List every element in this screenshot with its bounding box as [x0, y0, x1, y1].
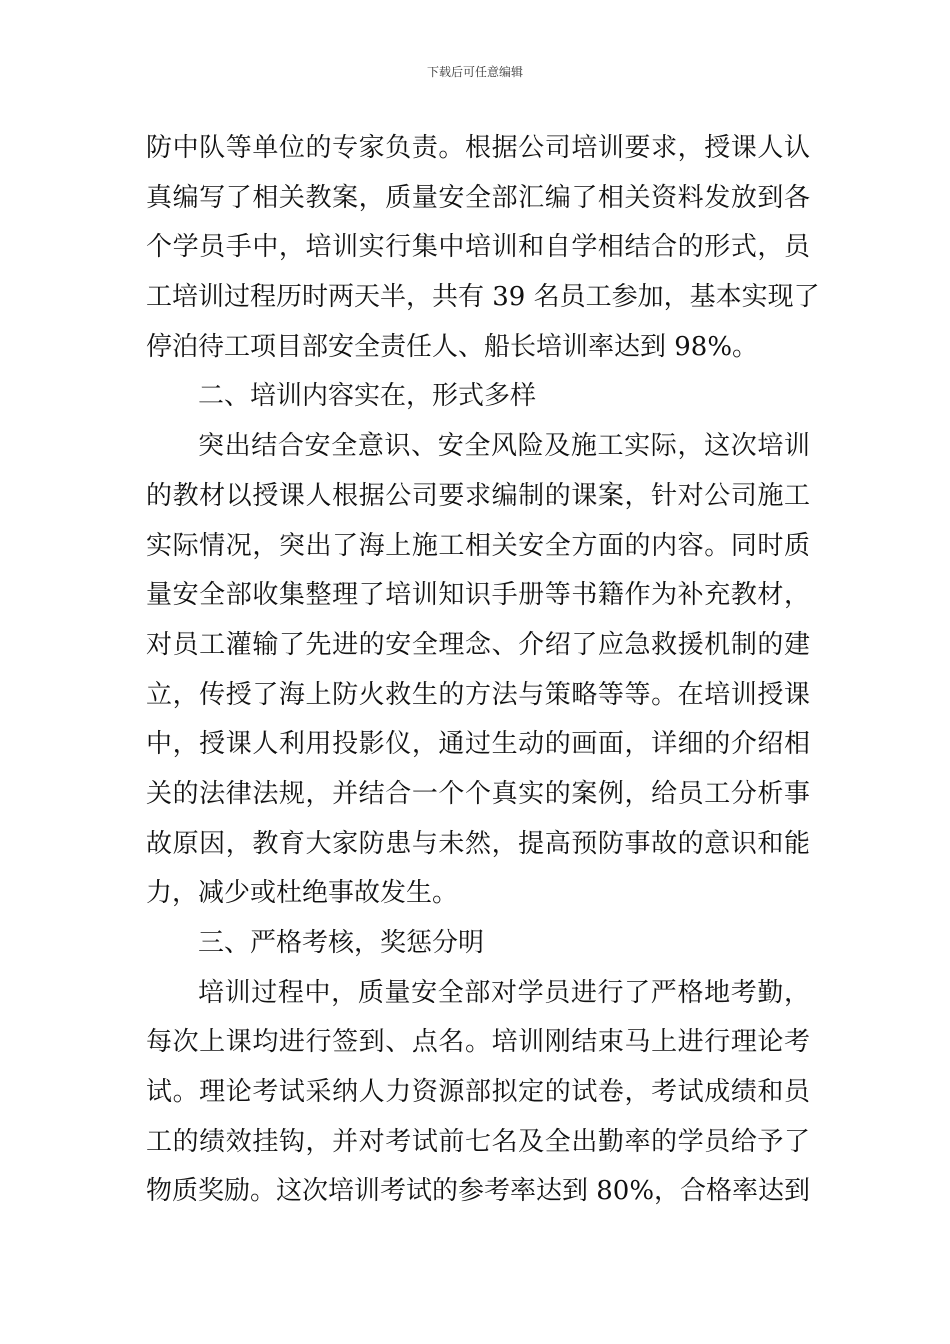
page-header: 下载后可任意编辑: [426, 65, 523, 79]
text-line: 防中队等单位的专家负责。根据公司培训要求，授课人认: [146, 133, 810, 163]
text-line: 培训过程中，质量安全部对学员进行了严格地考勤，: [198, 977, 810, 1008]
text-line: 停泊待工项目部安全责任人、船长培训率达到 98%。: [146, 331, 759, 362]
text-line: 工培训过程历时两天半，共有 39 名员工参加，基本实现了: [146, 282, 820, 313]
text-line: 对员工灌输了先进的安全理念、介绍了应急救援机制的建: [146, 629, 810, 660]
text-line: 二、培训内容实在，形式多样: [198, 381, 537, 412]
text-line: 工的绩效挂钩，并对考试前七名及全出勤率的学员给予了: [146, 1126, 810, 1157]
text-line: 故原因，教育大家防患与未然，提高预防事故的意识和能: [146, 828, 810, 859]
text-line: 突出结合安全意识、安全风险及施工实际，这次培训: [198, 431, 810, 462]
text-line: 中，授课人利用投影仪，通过生动的画面，详细的介绍相: [146, 729, 810, 760]
text-line: 力，减少或杜绝事故发生。: [146, 878, 459, 909]
text-line: 实际情况，突出了海上施工相关安全方面的内容。同时质: [146, 530, 810, 561]
text-line: 的教材以授课人根据公司要求编制的课案，针对公司施工: [146, 480, 810, 511]
text-line: 关的法律法规，并结合一个个真实的案例，给员工分析事: [146, 778, 810, 809]
text-line: 每次上课均进行签到、点名。培训刚结束马上进行理论考: [146, 1027, 810, 1058]
document-body: [146, 124, 820, 1217]
text-line: 量安全部收集整理了培训知识手册等书籍作为补充教材，: [146, 580, 810, 611]
text-line: 物质奖励。这次培训考试的参考率达到 80%，合格率达到: [146, 1176, 811, 1207]
text-line: 立，传授了海上防火救生的方法与策略等等。在培训授课: [146, 679, 810, 710]
text-line: 个学员手中，培训实行集中培训和自学相结合的形式，员: [146, 232, 810, 263]
text-line: 三、严格考核，奖惩分明: [198, 928, 485, 958]
text-line: 试。理论考试采纳人力资源部拟定的试卷，考试成绩和员: [146, 1077, 810, 1108]
text-line: 真编写了相关教案，质量安全部汇编了相关资料发放到各: [146, 182, 810, 213]
